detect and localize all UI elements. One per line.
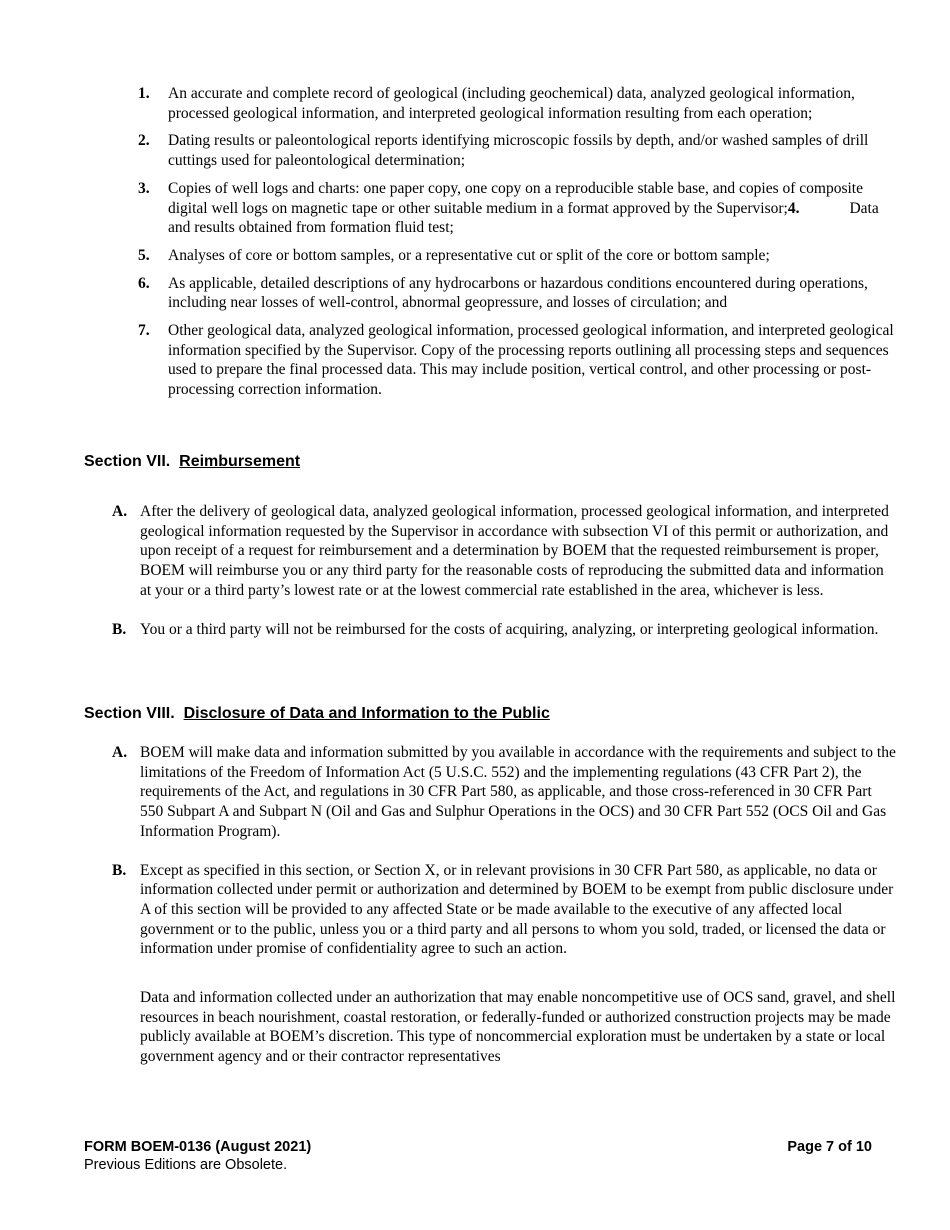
item-letter: A. [112,503,128,520]
item-letter: B. [112,861,127,879]
section7-title: Reimbursement [179,453,301,470]
editions-note: Previous Editions are Obsolete. [84,1157,288,1173]
item-text: Other geological data, analyzed geological information, processed geological information, and interpreted geological information specified by the Supervisor. Copy of the processing reports outlining all processing steps and sequences used to prepare the final processed data. This may include position, vertical control, and other processing or post-processing correction information. [168,322,894,399]
item-letter: B. [112,620,127,638]
section7-prefix: Section VII. [84,453,171,470]
item-letter: A. [112,744,128,761]
item-text: After the delivery of geological data, analyzed geological information, processed geological information, and interpreted geological information requested by the Supervisor in accordance with subsection VI of this permit or authorization, and upon receipt of a request for reimbursement and a determination by BOEM that the requested reimbursement is proper, BOEM will reimburse you or any third party for the reasonable costs of reproducing the submitted data and information at your or a third party’s lowest rate or at the lowest commercial rate established in the area, whichever is less. [140,503,889,599]
list-item [112,743,897,842]
item-text: BOEM will make data and information submitted by you available in accordance with the requirements and subject to the limitations of the Freedom of Information Act (5 U.S.C. 552) and the implementing regulations (43 CFR Part 2), the requirements of the Act, and regulations in 30 CFR Part 580, as applicable, and those cross-referenced in 30 CFR Part 550 Subpart A and Subpart N (Oil and Gas and Sulphur Operations in the OCS) and 30 CFR Part 552 (OCS Oil and Gas Information Program). [140,744,896,840]
item-text: You or a third party will not be reimbursed for the costs of acquiring, analyzing, or interpreting geological information. [140,620,879,638]
section6-list [138,84,898,408]
item-text: An accurate and complete record of geological (including geochemical) data, analyzed geological information, processed geological information, and interpreted geological information resulting from each operation; [168,85,855,122]
section8-list [112,743,897,978]
item-number: 5. [138,246,150,264]
section8-prefix: Section VIII. [84,705,175,722]
section7-heading [84,453,300,471]
page-number: Page 7 of 10 [787,1139,872,1155]
list-item [112,620,897,640]
list-item [112,861,897,960]
list-item [138,179,898,238]
item-text: As applicable, detailed descriptions of any hydrocarbons or hazardous conditions encountered during operations, including near losses of well-control, abnormal geopressure, and losses of circulation; and [168,274,868,312]
inline-item-number: 4. [787,199,800,217]
list-item [138,131,898,170]
section8-heading [84,705,550,723]
list-item [138,274,898,313]
form-number: FORM BOEM-0136 (August 2021) [84,1139,312,1155]
item-number: 3. [138,179,150,197]
item-text: Except as specified in this section, or Section X, or in relevant provisions in 30 CFR Part 580, as applicable, no data or information collected under permit or authorization and determined by BOEM to be exempt from public disclosure under A of this section will be provided to any affected State or be made available to the executive of any affected local government or to the public, unless you or a third party and all persons to whom you sold, traded, or licensed the data or information under promise of confidentiality agree to such an action. [140,861,894,958]
section7-list [112,502,897,658]
section8-continuation-paragraph: Data and information collected under an authorization that may enable noncompetitive use of OCS sand, gravel, and shell resources in beach nourishment, coastal restoration, or federally-funded or authorized construction projects may be made publicly available at BOEM’s discretion. This type of noncommercial exploration must be undertaken by a state or local government agency and or their contractor representatives [140,989,896,1066]
list-item [138,84,898,123]
item-number: 7. [138,322,150,340]
item-number: 2. [138,132,150,150]
footer-form-info [84,1138,311,1174]
list-item [138,246,898,266]
item-number: 1. [138,85,150,102]
list-item [112,502,897,601]
item-text: Dating results or paleontological reports identifying microscopic fossils by depth, and/or washed samples of drill cuttings used for paleontological determination; [168,132,869,170]
item-text: Analyses of core or bottom samples, or a representative cut or split of the core or bottom sample; [168,246,770,264]
list-item [138,321,898,400]
section8-title: Disclosure of Data and Information to the Public [183,705,550,722]
inline-item-text: Data and results obtained from formation fluid test; [168,199,879,237]
item-number: 6. [138,274,150,292]
item-text: Copies of well logs and charts: one paper copy, one copy on a reproducible stable base, and copies of composite digital well logs on magnetic tape or other suitable medium in a format approved by the Supervisor; [168,179,863,217]
